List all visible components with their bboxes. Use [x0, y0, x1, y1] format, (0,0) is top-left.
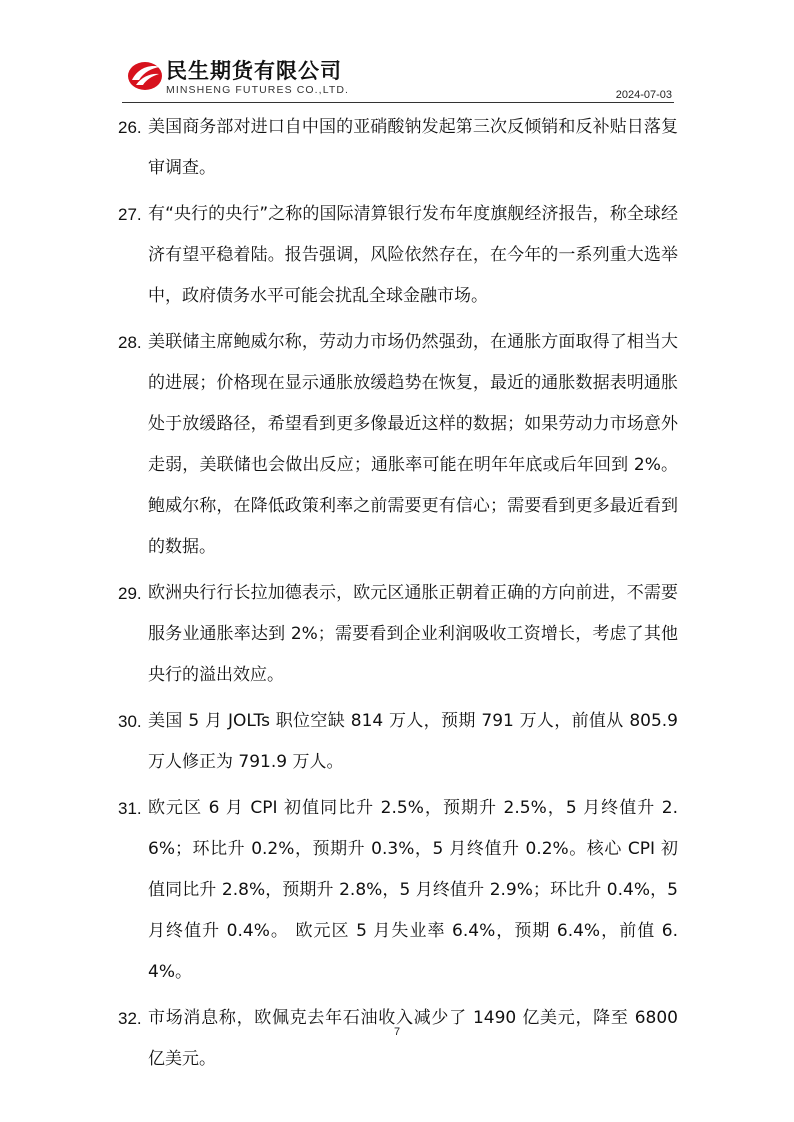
item-number: 29. [118, 584, 142, 603]
report-date: 2024-07-03 [615, 89, 672, 101]
item-number: 27. [118, 205, 142, 224]
item-number: 30. [118, 712, 142, 731]
company-name-cn: 民生期货有限公司 [166, 59, 342, 83]
item-number: 28. [118, 333, 142, 352]
company-logo-icon [126, 58, 164, 92]
list-item [118, 573, 678, 696]
header-divider [122, 102, 674, 103]
page-header [122, 55, 674, 103]
item-text: 美国 5 月 JOLTs 职位空缺 814 万人，预期 791 万人，前值从 805.9 万人修正为 791.9 万人。 [148, 711, 678, 772]
list-item [118, 998, 678, 1080]
list-item [118, 322, 678, 568]
list-item [118, 701, 678, 783]
item-number: 32. [118, 1009, 142, 1028]
item-text: 美国商务部对进口自中国的亚硝酸钠发起第三次反倾销和反补贴日落复审调查。 [148, 117, 678, 178]
item-text: 欧元区 6 月 CPI 初值同比升 2.5%，预期升 2.5%，5 月终值升 2.6%；环比升 0.2%，预期升 0.3%，5 月终值升 0.2%。核心 CPI 初值同比升 2.8%，预期升 2.8%，5 月终值升 2.9%；环比升 0.4%，5 月终值升 0.4%。 欧元区 5 月失业率 6.4%，预期 6.4%，前值 6.4%。 [148, 798, 678, 982]
item-text: 欧洲央行行长拉加德表示，欧元区通胀正朝着正确的方向前进，不需要服务业通胀率达到 2%；需要看到企业利润吸收工资增长，考虑了其他央行的溢出效应。 [148, 583, 678, 685]
news-list [118, 107, 678, 1085]
item-number: 31. [118, 799, 142, 818]
page-number: 7 [393, 1026, 401, 1038]
item-text: 美联储主席鲍威尔称，劳动力市场仍然强劲，在通胀方面取得了相当大的进展；价格现在显示通胀放缓趋势在恢复，最近的通胀数据表明通胀处于放缓路径，希望看到更多像最近这样的数据；如果劳动力市场意外走弱，美联储也会做出反应；通胀率可能在明年年底或后年回到 2%。鲍威尔称，在降低政策利率之前需要更有信心；需要看到更多最近看到的数据。 [148, 332, 678, 557]
list-item [118, 788, 678, 993]
list-item [118, 194, 678, 317]
item-text: 市场消息称，欧佩克去年石油收入减少了 1490 亿美元，降至 6800 亿美元。 [148, 1008, 678, 1069]
item-text: 有“央行的央行”之称的国际清算银行发布年度旗舰经济报告，称全球经济有望平稳着陆。报告强调，风险依然存在，在今年的一系列重大选举中，政府债务水平可能会扰乱全球金融市场。 [148, 204, 678, 306]
item-number: 26. [118, 118, 142, 137]
company-name-en: MINSHENG FUTURES CO.,LTD. [166, 84, 350, 96]
list-item [118, 107, 678, 189]
